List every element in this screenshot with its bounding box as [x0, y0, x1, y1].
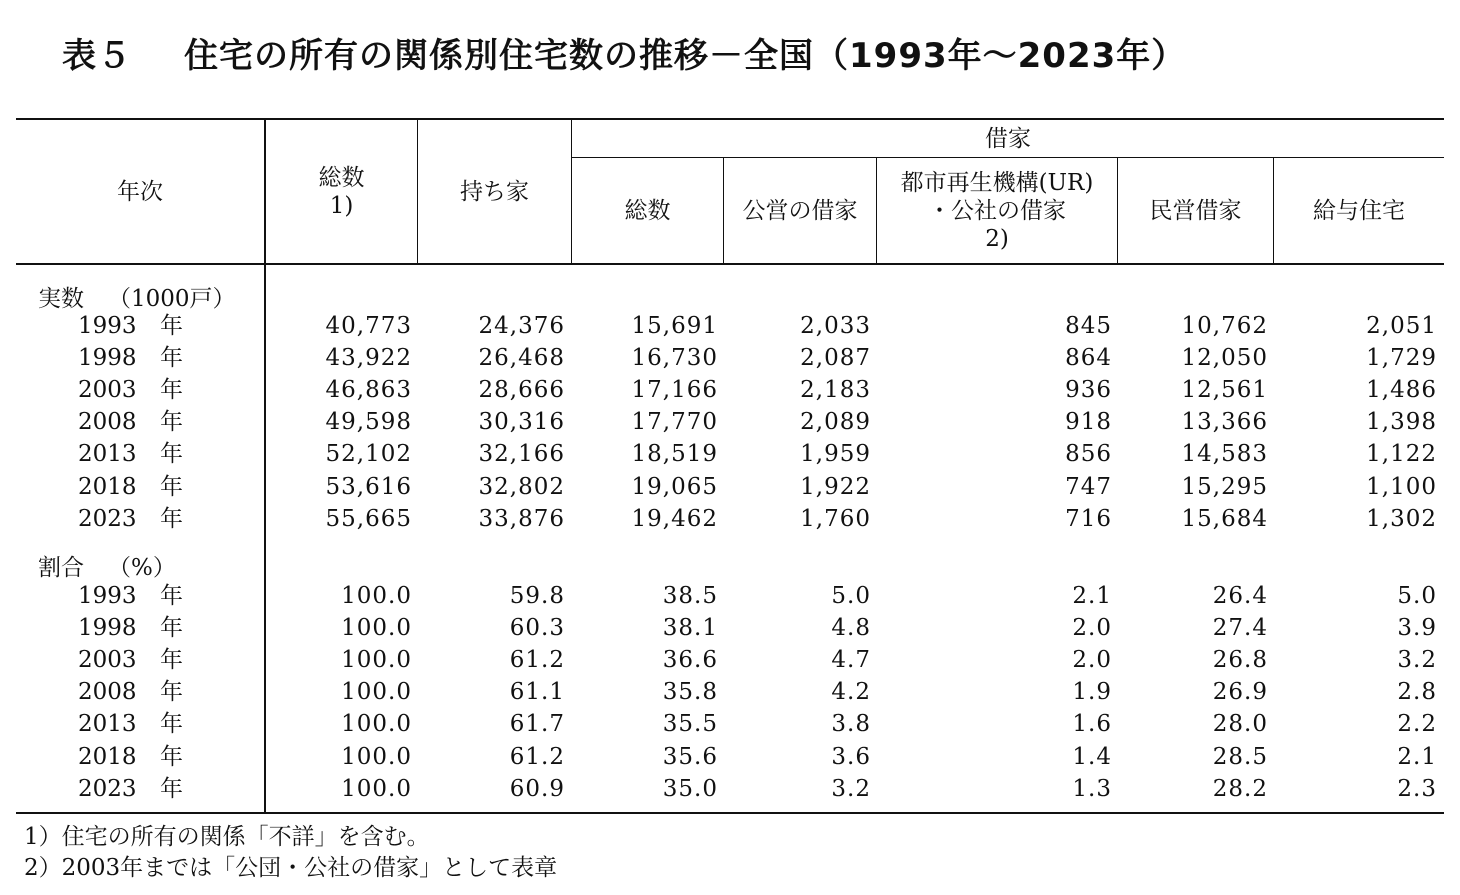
table-row	[0, 406, 1460, 438]
header-rented-group	[572, 120, 1444, 157]
cell-total: 46,863	[325, 377, 412, 404]
cell-public: 2,183	[800, 377, 871, 404]
table-title	[62, 28, 1186, 77]
cell-ur: 716	[1065, 505, 1112, 532]
cell-rented-total: 18,519	[631, 441, 718, 468]
cell-owned: 61.1	[509, 679, 565, 706]
row-year-suffix: 年	[160, 345, 183, 372]
table-row	[0, 471, 1460, 503]
cell-owned: 60.9	[509, 775, 565, 802]
header-rented-total	[572, 158, 723, 263]
header-year-label: 年次	[117, 178, 163, 205]
header-ur-line2: ・公社の借家	[928, 197, 1066, 224]
cell-private: 28.0	[1212, 711, 1268, 738]
cell-company: 2.2	[1397, 711, 1437, 738]
cell-rented-total: 16,730	[631, 345, 718, 372]
cell-public: 2,033	[800, 313, 871, 339]
table-title-text: 住宅の所有の関係別住宅数の推移－全国（1993年～2023年）	[184, 36, 1187, 76]
row-year-suffix: 年	[160, 505, 183, 532]
cell-company: 2.8	[1397, 679, 1437, 706]
cell-rented-total: 36.6	[662, 647, 718, 674]
cell-rented-total: 19,462	[631, 505, 718, 532]
table-row	[0, 676, 1460, 708]
cell-ur: 936	[1065, 377, 1112, 404]
row-year-suffix: 年	[160, 473, 183, 500]
cell-private: 10,762	[1181, 313, 1268, 339]
row-year-suffix: 年	[160, 775, 183, 802]
header-bottom-rule	[16, 263, 1444, 265]
cell-rented-total: 17,770	[631, 409, 718, 436]
cell-public: 1,760	[800, 505, 871, 532]
cell-total: 100.0	[341, 679, 412, 706]
cell-private: 12,561	[1181, 377, 1268, 404]
cell-rented-total: 15,691	[631, 313, 718, 339]
section-title: 実数	[38, 286, 84, 312]
cell-ur: 747	[1065, 473, 1112, 500]
cell-public: 2,089	[800, 409, 871, 436]
row-year-suffix: 年	[160, 743, 183, 770]
cell-ur: 1.4	[1072, 743, 1112, 770]
cell-private: 15,295	[1181, 473, 1268, 500]
cell-private: 26.9	[1212, 679, 1268, 706]
cell-private: 14,583	[1181, 441, 1268, 468]
row-year-suffix: 年	[160, 441, 183, 468]
cell-total: 43,922	[325, 345, 412, 372]
header-private-label: 民営借家	[1149, 197, 1242, 224]
table-row	[0, 612, 1460, 644]
cell-rented-total: 17,166	[631, 377, 718, 404]
header-company-label: 給与住宅	[1313, 197, 1405, 224]
row-year-suffix: 年	[160, 377, 183, 404]
cell-company: 2.3	[1397, 775, 1437, 802]
cell-ur: 1.9	[1072, 679, 1112, 706]
table-row	[0, 310, 1460, 342]
cell-total: 53,616	[325, 473, 412, 500]
row-year: 1993	[78, 313, 137, 339]
cell-ur: 1.3	[1072, 775, 1112, 802]
cell-company: 1,122	[1366, 441, 1437, 468]
cell-rented-total: 38.5	[662, 583, 718, 609]
row-year-suffix: 年	[160, 615, 183, 642]
header-rented-group-label: 借家	[985, 125, 1031, 152]
cell-total: 100.0	[341, 583, 412, 609]
cell-owned: 30,316	[478, 409, 565, 436]
cell-company: 1,302	[1366, 505, 1437, 532]
table-row	[0, 773, 1460, 805]
cell-private: 15,684	[1181, 505, 1268, 532]
row-year: 2008	[78, 679, 137, 706]
header-ur-note: 2)	[985, 225, 1009, 252]
row-year: 2008	[78, 409, 137, 436]
cell-total: 55,665	[325, 505, 412, 532]
cell-public: 5.0	[831, 583, 871, 609]
cell-public: 4.7	[831, 647, 871, 674]
cell-company: 1,486	[1366, 377, 1437, 404]
row-year-suffix: 年	[160, 313, 183, 339]
cell-owned: 32,802	[478, 473, 565, 500]
cell-rented-total: 38.1	[662, 615, 718, 642]
header-owned-label: 持ち家	[460, 178, 529, 205]
table-row	[0, 708, 1460, 740]
cell-owned: 60.3	[509, 615, 565, 642]
table-row	[0, 503, 1460, 535]
cell-public: 3.6	[831, 743, 871, 770]
cell-owned: 24,376	[478, 313, 565, 339]
cell-owned: 28,666	[478, 377, 565, 404]
cell-private: 28.2	[1212, 775, 1268, 802]
table-row	[0, 374, 1460, 406]
cell-ur: 856	[1065, 441, 1112, 468]
row-year: 1998	[78, 615, 137, 642]
row-year: 2003	[78, 377, 137, 404]
cell-rented-total: 35.6	[662, 743, 718, 770]
cell-public: 3.8	[831, 711, 871, 738]
cell-ur: 2.0	[1072, 647, 1112, 674]
cell-company: 3.9	[1397, 615, 1437, 642]
cell-public: 1,922	[800, 473, 871, 500]
cell-rented-total: 35.0	[662, 775, 718, 802]
row-year-suffix: 年	[160, 711, 183, 738]
cell-ur: 2.1	[1072, 583, 1112, 609]
cell-ur: 845	[1065, 313, 1112, 339]
row-year: 1993	[78, 583, 137, 609]
cell-ur: 918	[1065, 409, 1112, 436]
cell-company: 1,398	[1366, 409, 1437, 436]
cell-owned: 32,166	[478, 441, 565, 468]
table-row	[0, 438, 1460, 470]
header-total	[266, 120, 417, 263]
header-public	[724, 158, 876, 263]
header-company	[1274, 158, 1444, 263]
header-owned	[418, 120, 571, 263]
cell-rented-total: 35.5	[662, 711, 718, 738]
row-year: 2013	[78, 441, 137, 468]
row-year: 2013	[78, 711, 137, 738]
cell-public: 3.2	[831, 775, 871, 802]
row-year: 2018	[78, 743, 137, 770]
header-private	[1118, 158, 1273, 263]
header-total-label: 総数	[318, 164, 365, 191]
cell-company: 2.1	[1397, 743, 1437, 770]
cell-private: 26.8	[1212, 647, 1268, 674]
cell-total: 49,598	[325, 409, 412, 436]
cell-total: 100.0	[341, 775, 412, 802]
cell-ur: 2.0	[1072, 615, 1112, 642]
cell-private: 28.5	[1212, 743, 1268, 770]
header-public-label: 公営の借家	[742, 197, 858, 224]
table-row	[0, 580, 1460, 612]
cell-company: 5.0	[1397, 583, 1437, 609]
row-year-suffix: 年	[160, 583, 183, 609]
cell-private: 12,050	[1181, 345, 1268, 372]
table-row	[0, 741, 1460, 773]
cell-total: 100.0	[341, 711, 412, 738]
cell-private: 26.4	[1212, 583, 1268, 609]
cell-public: 2,087	[800, 345, 871, 372]
cell-company: 1,729	[1366, 345, 1437, 372]
cell-company: 3.2	[1397, 647, 1437, 674]
cell-owned: 33,876	[478, 505, 565, 532]
cell-public: 1,959	[800, 441, 871, 468]
header-ur	[877, 158, 1117, 263]
table-row	[0, 342, 1460, 374]
cell-private: 13,366	[1181, 409, 1268, 436]
table-row	[0, 644, 1460, 676]
cell-owned: 61.2	[509, 647, 565, 674]
row-year: 2023	[78, 505, 137, 532]
row-year-suffix: 年	[160, 647, 183, 674]
cell-ur: 864	[1065, 345, 1112, 372]
cell-total: 100.0	[341, 615, 412, 642]
section-label-counts	[38, 280, 236, 313]
cell-owned: 26,468	[478, 345, 565, 372]
cell-total: 52,102	[325, 441, 412, 468]
cell-company: 2,051	[1366, 313, 1437, 339]
cell-total: 100.0	[341, 647, 412, 674]
cell-rented-total: 35.8	[662, 679, 718, 706]
section-title: 割合	[38, 555, 84, 581]
header-rented-total-label: 総数	[624, 197, 671, 224]
table-bottom-rule	[16, 812, 1444, 814]
section-unit: （1000戸）	[108, 286, 236, 312]
cell-total: 40,773	[325, 313, 412, 339]
header-total-note: 1)	[329, 192, 354, 219]
cell-owned: 61.7	[509, 711, 565, 738]
cell-owned: 59.8	[509, 583, 565, 609]
header-year	[16, 120, 264, 263]
cell-owned: 61.2	[509, 743, 565, 770]
row-year-suffix: 年	[160, 679, 183, 706]
header-ur-line1: 都市再生機構(UR)	[900, 169, 1094, 196]
section-unit: （%）	[108, 555, 176, 581]
row-year: 2018	[78, 473, 137, 500]
cell-private: 27.4	[1212, 615, 1268, 642]
table-number: 表５	[62, 36, 132, 76]
row-year: 2003	[78, 647, 137, 674]
row-year-suffix: 年	[160, 409, 183, 436]
section-label-percent	[38, 549, 176, 582]
cell-public: 4.2	[831, 679, 871, 706]
footnote-1: 1）住宅の所有の関係「不詳」を含む。	[24, 824, 430, 850]
cell-rented-total: 19,065	[631, 473, 718, 500]
cell-ur: 1.6	[1072, 711, 1112, 738]
cell-company: 1,100	[1366, 473, 1437, 500]
cell-total: 100.0	[341, 743, 412, 770]
row-year: 2023	[78, 775, 137, 802]
cell-public: 4.8	[831, 615, 871, 642]
footnote-2: 2）2003年までは「公団・公社の借家」として表章	[24, 855, 558, 881]
row-year: 1998	[78, 345, 137, 372]
